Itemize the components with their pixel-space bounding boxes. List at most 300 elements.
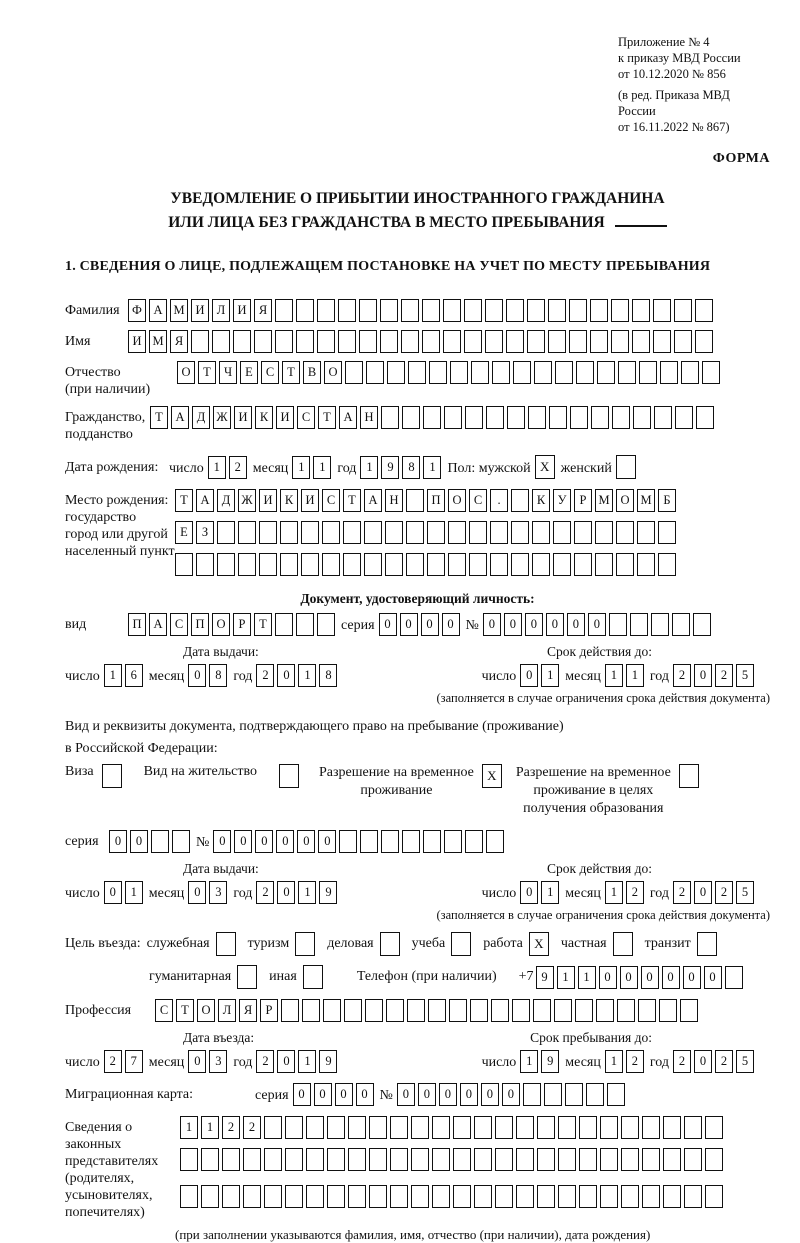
char-cell[interactable]: 0 (567, 613, 585, 636)
char-cell[interactable]: Я (239, 999, 257, 1022)
char-cell[interactable] (233, 330, 251, 353)
char-cell[interactable] (642, 1185, 660, 1208)
char-cell[interactable] (537, 1116, 555, 1139)
char-cell[interactable] (553, 553, 571, 576)
char-cell[interactable] (534, 361, 552, 384)
char-cell[interactable] (558, 1116, 576, 1139)
char-cell[interactable]: 0 (188, 1050, 206, 1073)
char-cell[interactable] (411, 1185, 429, 1208)
char-cell[interactable]: Т (254, 613, 272, 636)
char-cell[interactable]: О (324, 361, 342, 384)
char-cell[interactable] (369, 1116, 387, 1139)
char-cell[interactable] (428, 999, 446, 1022)
char-cell[interactable] (600, 1148, 618, 1171)
char-cell[interactable]: 2 (626, 1050, 644, 1073)
char-cell[interactable] (381, 830, 399, 853)
char-cell[interactable] (285, 1116, 303, 1139)
char-cell[interactable] (607, 1083, 625, 1106)
char-cell[interactable]: 2 (673, 664, 691, 687)
char-cell[interactable] (663, 1148, 681, 1171)
char-cell[interactable]: 1 (520, 1050, 538, 1073)
char-cell[interactable] (264, 1185, 282, 1208)
char-cell[interactable]: И (276, 406, 294, 429)
char-cell[interactable] (364, 553, 382, 576)
char-cell[interactable] (380, 330, 398, 353)
char-cell[interactable]: 0 (188, 664, 206, 687)
purpose-option-checkbox[interactable] (303, 965, 323, 989)
char-cell[interactable]: 0 (397, 1083, 415, 1106)
char-cell[interactable]: 0 (400, 613, 418, 636)
char-cell[interactable] (591, 406, 609, 429)
char-cell[interactable] (658, 553, 676, 576)
char-cell[interactable]: 1 (313, 456, 331, 479)
char-cell[interactable] (364, 521, 382, 544)
char-cell[interactable] (317, 330, 335, 353)
char-cell[interactable] (590, 299, 608, 322)
char-cell[interactable]: 1 (626, 664, 644, 687)
char-cell[interactable]: П (191, 613, 209, 636)
char-cell[interactable]: Ж (238, 489, 256, 512)
char-cell[interactable] (180, 1185, 198, 1208)
char-cell[interactable] (317, 299, 335, 322)
char-cell[interactable] (495, 1116, 513, 1139)
residence-permit-checkbox[interactable] (279, 764, 299, 788)
char-cell[interactable]: 1 (605, 1050, 623, 1073)
char-cell[interactable] (725, 966, 743, 989)
char-cell[interactable] (427, 521, 445, 544)
char-cell[interactable]: 2 (256, 881, 274, 904)
char-cell[interactable] (448, 521, 466, 544)
char-cell[interactable]: 0 (662, 966, 680, 989)
purpose-option-checkbox[interactable]: X (529, 932, 549, 956)
char-cell[interactable] (444, 406, 462, 429)
char-cell[interactable] (618, 361, 636, 384)
char-cell[interactable] (695, 330, 713, 353)
char-cell[interactable] (485, 330, 503, 353)
char-cell[interactable] (609, 613, 627, 636)
char-cell[interactable] (490, 521, 508, 544)
purpose-option-checkbox[interactable] (216, 932, 236, 956)
char-cell[interactable]: 8 (209, 664, 227, 687)
char-cell[interactable]: 0 (104, 881, 122, 904)
char-cell[interactable]: В (303, 361, 321, 384)
char-cell[interactable] (675, 406, 693, 429)
char-cell[interactable] (380, 299, 398, 322)
char-cell[interactable]: С (469, 489, 487, 512)
char-cell[interactable] (432, 1116, 450, 1139)
char-cell[interactable] (527, 330, 545, 353)
char-cell[interactable]: Б (658, 489, 676, 512)
char-cell[interactable] (469, 553, 487, 576)
char-cell[interactable] (569, 330, 587, 353)
char-cell[interactable]: 0 (599, 966, 617, 989)
char-cell[interactable]: 1 (541, 881, 559, 904)
char-cell[interactable] (637, 521, 655, 544)
char-cell[interactable]: 0 (277, 1050, 295, 1073)
char-cell[interactable]: М (170, 299, 188, 322)
char-cell[interactable]: 1 (578, 966, 596, 989)
char-cell[interactable]: 2 (256, 1050, 274, 1073)
char-cell[interactable] (516, 1185, 534, 1208)
char-cell[interactable]: 0 (694, 664, 712, 687)
char-cell[interactable] (511, 521, 529, 544)
char-cell[interactable] (196, 553, 214, 576)
char-cell[interactable]: Р (574, 489, 592, 512)
char-cell[interactable]: П (128, 613, 146, 636)
char-cell[interactable] (570, 406, 588, 429)
char-cell[interactable] (548, 299, 566, 322)
char-cell[interactable] (180, 1148, 198, 1171)
char-cell[interactable] (345, 361, 363, 384)
char-cell[interactable] (360, 830, 378, 853)
char-cell[interactable] (464, 330, 482, 353)
char-cell[interactable] (317, 613, 335, 636)
char-cell[interactable] (696, 406, 714, 429)
char-cell[interactable] (422, 299, 440, 322)
char-cell[interactable]: 9 (319, 1050, 337, 1073)
char-cell[interactable] (663, 1185, 681, 1208)
char-cell[interactable] (306, 1185, 324, 1208)
char-cell[interactable] (386, 999, 404, 1022)
char-cell[interactable]: Н (360, 406, 378, 429)
char-cell[interactable] (151, 830, 169, 853)
char-cell[interactable] (217, 521, 235, 544)
char-cell[interactable] (402, 406, 420, 429)
char-cell[interactable] (492, 361, 510, 384)
char-cell[interactable]: 0 (525, 613, 543, 636)
temp-residence-checkbox[interactable]: X (482, 764, 502, 788)
char-cell[interactable] (212, 330, 230, 353)
char-cell[interactable]: 0 (546, 613, 564, 636)
char-cell[interactable] (654, 406, 672, 429)
char-cell[interactable]: Т (175, 489, 193, 512)
char-cell[interactable] (264, 1148, 282, 1171)
char-cell[interactable]: 1 (298, 664, 316, 687)
char-cell[interactable]: 0 (276, 830, 294, 853)
char-cell[interactable] (533, 999, 551, 1022)
char-cell[interactable]: 9 (381, 456, 399, 479)
char-cell[interactable] (423, 406, 441, 429)
char-cell[interactable] (444, 830, 462, 853)
char-cell[interactable] (296, 299, 314, 322)
char-cell[interactable] (453, 1148, 471, 1171)
char-cell[interactable] (544, 1083, 562, 1106)
char-cell[interactable]: С (170, 613, 188, 636)
char-cell[interactable] (576, 361, 594, 384)
char-cell[interactable]: 2 (104, 1050, 122, 1073)
char-cell[interactable]: К (280, 489, 298, 512)
char-cell[interactable]: И (301, 489, 319, 512)
char-cell[interactable]: А (364, 489, 382, 512)
char-cell[interactable]: Л (218, 999, 236, 1022)
char-cell[interactable] (495, 1148, 513, 1171)
char-cell[interactable]: 2 (715, 1050, 733, 1073)
char-cell[interactable] (705, 1116, 723, 1139)
char-cell[interactable]: А (339, 406, 357, 429)
char-cell[interactable] (554, 999, 572, 1022)
char-cell[interactable] (486, 830, 504, 853)
char-cell[interactable] (365, 999, 383, 1022)
char-cell[interactable] (301, 521, 319, 544)
char-cell[interactable]: 0 (213, 830, 231, 853)
char-cell[interactable]: Ч (219, 361, 237, 384)
char-cell[interactable] (659, 999, 677, 1022)
char-cell[interactable]: М (149, 330, 167, 353)
char-cell[interactable] (338, 330, 356, 353)
char-cell[interactable]: Е (240, 361, 258, 384)
char-cell[interactable] (302, 999, 320, 1022)
char-cell[interactable] (406, 553, 424, 576)
char-cell[interactable]: 6 (125, 664, 143, 687)
char-cell[interactable] (486, 406, 504, 429)
char-cell[interactable] (201, 1148, 219, 1171)
temp-residence-edu-checkbox[interactable] (679, 764, 699, 788)
char-cell[interactable] (537, 1185, 555, 1208)
char-cell[interactable]: У (553, 489, 571, 512)
char-cell[interactable]: 2 (229, 456, 247, 479)
char-cell[interactable] (296, 330, 314, 353)
char-cell[interactable] (516, 1148, 534, 1171)
char-cell[interactable] (595, 521, 613, 544)
char-cell[interactable] (469, 521, 487, 544)
purpose-option-checkbox[interactable] (295, 932, 315, 956)
char-cell[interactable] (406, 489, 424, 512)
char-cell[interactable] (474, 1185, 492, 1208)
char-cell[interactable]: 1 (201, 1116, 219, 1139)
char-cell[interactable] (574, 553, 592, 576)
char-cell[interactable]: . (490, 489, 508, 512)
char-cell[interactable]: 0 (109, 830, 127, 853)
char-cell[interactable]: 2 (715, 664, 733, 687)
char-cell[interactable]: 8 (402, 456, 420, 479)
char-cell[interactable]: О (616, 489, 634, 512)
char-cell[interactable] (549, 406, 567, 429)
char-cell[interactable]: 2 (673, 1050, 691, 1073)
char-cell[interactable] (653, 330, 671, 353)
char-cell[interactable] (616, 521, 634, 544)
char-cell[interactable]: И (233, 299, 251, 322)
char-cell[interactable]: П (427, 489, 445, 512)
char-cell[interactable]: 9 (319, 881, 337, 904)
char-cell[interactable] (516, 1116, 534, 1139)
char-cell[interactable]: 0 (297, 830, 315, 853)
char-cell[interactable]: 1 (292, 456, 310, 479)
char-cell[interactable] (660, 361, 678, 384)
char-cell[interactable] (359, 330, 377, 353)
char-cell[interactable] (275, 299, 293, 322)
char-cell[interactable]: Л (212, 299, 230, 322)
char-cell[interactable]: О (197, 999, 215, 1022)
char-cell[interactable] (275, 330, 293, 353)
char-cell[interactable]: 0 (460, 1083, 478, 1106)
char-cell[interactable] (674, 299, 692, 322)
char-cell[interactable] (343, 521, 361, 544)
char-cell[interactable] (471, 361, 489, 384)
char-cell[interactable] (432, 1185, 450, 1208)
char-cell[interactable]: И (128, 330, 146, 353)
char-cell[interactable]: Я (254, 299, 272, 322)
char-cell[interactable] (243, 1185, 261, 1208)
char-cell[interactable]: 1 (180, 1116, 198, 1139)
char-cell[interactable] (491, 999, 509, 1022)
char-cell[interactable]: Т (176, 999, 194, 1022)
char-cell[interactable] (369, 1148, 387, 1171)
char-cell[interactable]: 5 (736, 1050, 754, 1073)
char-cell[interactable]: 2 (243, 1116, 261, 1139)
char-cell[interactable]: 3 (209, 881, 227, 904)
purpose-option-checkbox[interactable] (697, 932, 717, 956)
char-cell[interactable] (590, 330, 608, 353)
char-cell[interactable] (695, 299, 713, 322)
char-cell[interactable]: 2 (715, 881, 733, 904)
purpose-option-checkbox[interactable] (451, 932, 471, 956)
char-cell[interactable]: С (261, 361, 279, 384)
char-cell[interactable]: 2 (222, 1116, 240, 1139)
char-cell[interactable]: З (196, 521, 214, 544)
char-cell[interactable]: 0 (520, 881, 538, 904)
char-cell[interactable]: 1 (541, 664, 559, 687)
char-cell[interactable] (612, 406, 630, 429)
char-cell[interactable] (702, 361, 720, 384)
char-cell[interactable] (343, 553, 361, 576)
char-cell[interactable]: Р (260, 999, 278, 1022)
char-cell[interactable] (322, 521, 340, 544)
char-cell[interactable] (450, 361, 468, 384)
char-cell[interactable]: Н (385, 489, 403, 512)
purpose-option-checkbox[interactable] (380, 932, 400, 956)
char-cell[interactable]: Т (282, 361, 300, 384)
char-cell[interactable] (511, 553, 529, 576)
char-cell[interactable] (633, 406, 651, 429)
char-cell[interactable]: Т (198, 361, 216, 384)
char-cell[interactable]: 0 (694, 1050, 712, 1073)
char-cell[interactable] (474, 1116, 492, 1139)
char-cell[interactable] (597, 361, 615, 384)
char-cell[interactable]: 0 (694, 881, 712, 904)
char-cell[interactable] (172, 830, 190, 853)
char-cell[interactable] (555, 361, 573, 384)
char-cell[interactable] (586, 1083, 604, 1106)
char-cell[interactable]: Т (343, 489, 361, 512)
char-cell[interactable] (327, 1148, 345, 1171)
gender-male-checkbox[interactable]: X (535, 455, 555, 479)
char-cell[interactable] (359, 299, 377, 322)
char-cell[interactable] (390, 1116, 408, 1139)
char-cell[interactable]: 0 (704, 966, 722, 989)
gender-female-checkbox[interactable] (616, 455, 636, 479)
char-cell[interactable] (387, 361, 405, 384)
char-cell[interactable] (217, 553, 235, 576)
char-cell[interactable]: 0 (277, 881, 295, 904)
char-cell[interactable] (401, 299, 419, 322)
char-cell[interactable] (600, 1185, 618, 1208)
char-cell[interactable] (390, 1148, 408, 1171)
char-cell[interactable] (680, 999, 698, 1022)
char-cell[interactable] (574, 521, 592, 544)
char-cell[interactable] (281, 999, 299, 1022)
char-cell[interactable] (338, 299, 356, 322)
char-cell[interactable]: 0 (130, 830, 148, 853)
char-cell[interactable]: 0 (683, 966, 701, 989)
char-cell[interactable] (306, 1116, 324, 1139)
char-cell[interactable]: 0 (356, 1083, 374, 1106)
char-cell[interactable]: 0 (418, 1083, 436, 1106)
char-cell[interactable] (637, 553, 655, 576)
char-cell[interactable] (506, 299, 524, 322)
char-cell[interactable]: 0 (314, 1083, 332, 1106)
char-cell[interactable] (651, 613, 669, 636)
char-cell[interactable] (639, 361, 657, 384)
char-cell[interactable] (407, 999, 425, 1022)
char-cell[interactable] (485, 299, 503, 322)
char-cell[interactable] (553, 521, 571, 544)
char-cell[interactable] (222, 1148, 240, 1171)
char-cell[interactable] (632, 330, 650, 353)
char-cell[interactable]: А (149, 613, 167, 636)
char-cell[interactable] (369, 1185, 387, 1208)
char-cell[interactable] (201, 1185, 219, 1208)
char-cell[interactable]: 1 (605, 664, 623, 687)
char-cell[interactable]: Т (318, 406, 336, 429)
char-cell[interactable] (406, 521, 424, 544)
char-cell[interactable]: С (297, 406, 315, 429)
char-cell[interactable] (642, 1116, 660, 1139)
char-cell[interactable] (448, 553, 466, 576)
char-cell[interactable]: 0 (335, 1083, 353, 1106)
char-cell[interactable] (285, 1148, 303, 1171)
char-cell[interactable] (443, 330, 461, 353)
char-cell[interactable]: 2 (256, 664, 274, 687)
char-cell[interactable]: 1 (104, 664, 122, 687)
char-cell[interactable] (327, 1185, 345, 1208)
char-cell[interactable] (681, 361, 699, 384)
char-cell[interactable] (259, 521, 277, 544)
char-cell[interactable] (301, 553, 319, 576)
char-cell[interactable] (537, 1148, 555, 1171)
char-cell[interactable] (429, 361, 447, 384)
char-cell[interactable] (453, 1116, 471, 1139)
char-cell[interactable]: О (212, 613, 230, 636)
char-cell[interactable] (490, 553, 508, 576)
char-cell[interactable] (381, 406, 399, 429)
char-cell[interactable] (528, 406, 546, 429)
char-cell[interactable] (595, 553, 613, 576)
char-cell[interactable] (449, 999, 467, 1022)
char-cell[interactable]: 2 (626, 881, 644, 904)
char-cell[interactable]: 1 (298, 1050, 316, 1073)
char-cell[interactable] (465, 406, 483, 429)
char-cell[interactable] (527, 299, 545, 322)
char-cell[interactable] (684, 1116, 702, 1139)
char-cell[interactable] (600, 1116, 618, 1139)
char-cell[interactable] (175, 553, 193, 576)
char-cell[interactable]: М (637, 489, 655, 512)
char-cell[interactable] (705, 1148, 723, 1171)
char-cell[interactable]: И (234, 406, 252, 429)
char-cell[interactable] (495, 1185, 513, 1208)
char-cell[interactable]: Т (150, 406, 168, 429)
char-cell[interactable] (474, 1148, 492, 1171)
char-cell[interactable] (264, 1116, 282, 1139)
char-cell[interactable] (507, 406, 525, 429)
char-cell[interactable]: 9 (536, 966, 554, 989)
char-cell[interactable] (621, 1116, 639, 1139)
char-cell[interactable] (327, 1116, 345, 1139)
char-cell[interactable]: А (149, 299, 167, 322)
char-cell[interactable] (453, 1185, 471, 1208)
char-cell[interactable]: Ж (213, 406, 231, 429)
char-cell[interactable]: Ф (128, 299, 146, 322)
